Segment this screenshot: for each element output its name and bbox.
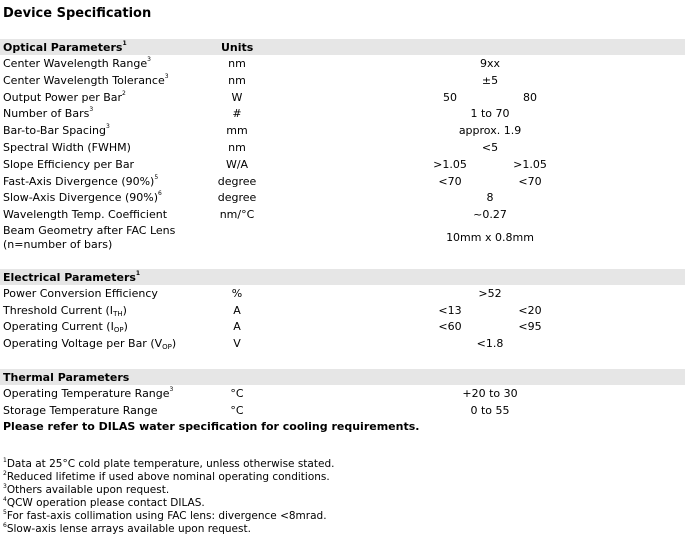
parameter-unit: °C (230, 404, 244, 417)
parameter-value: 8 (486, 191, 494, 205)
optical-row (0, 57, 685, 73)
parameter-unit: A (233, 303, 241, 317)
thermal-header-label: Thermal Parameters (3, 371, 130, 384)
optical-header-label: Optical Parameters$^1$ (3, 40, 127, 54)
electrical-row (0, 320, 685, 336)
footnote: $^2$Reduced lifetime if used above nominal operating conditions. (3, 470, 330, 483)
parameter-name: Center Wavelength Tolerance$^3$ (3, 72, 169, 87)
parameter-value: +20 to 30 (462, 387, 518, 400)
page-title: Device Specification (3, 6, 152, 21)
parameter-value: <1.8 (476, 336, 504, 350)
parameter-unit: V (233, 336, 241, 350)
optical-row (0, 175, 685, 191)
optical-row (0, 191, 685, 207)
parameter-value-1: 50 (443, 90, 457, 104)
parameter-unit: °C (230, 387, 244, 400)
parameter-value: >52 (478, 287, 502, 300)
parameter-unit: W (231, 90, 243, 104)
parameter-name: Number of Bars$^3$ (3, 106, 94, 121)
thermal-section-header (0, 369, 685, 385)
optical-section-header (0, 39, 685, 55)
parameter-name: Operating Current $(I_{OP})$ (3, 320, 128, 335)
footnote: $^4$QCW operation please contact DILAS. (3, 496, 205, 509)
optical-row (0, 107, 685, 123)
footnote: $^1$Data at 25°C cold plate temperature, unless otherwise stated. (3, 457, 335, 470)
parameter-value-1: >1.05 (433, 157, 467, 171)
optical-row (0, 74, 685, 90)
parameter-name: Operating Temperature Range$^3$ (3, 386, 174, 400)
footnote: $^6$Slow-axis lense arrays available upon request. (3, 522, 251, 535)
thermal-row (0, 387, 685, 403)
parameter-value-1: <13 (438, 303, 462, 317)
parameter-name: Power Conversion Efficiency (3, 287, 158, 300)
parameter-name: Spectral Width (FWHM) (3, 141, 131, 154)
parameter-name: Bar-to-Bar Spacing$^3$ (3, 123, 110, 138)
electrical-section-header (0, 269, 685, 285)
parameter-value-2: 80 (523, 90, 537, 104)
electrical-row (0, 287, 685, 303)
parameter-name: Output Power per Bar$^2$ (3, 89, 126, 104)
optical-row (0, 141, 685, 157)
electrical-row (0, 337, 685, 353)
parameter-value-1: <60 (438, 320, 462, 334)
parameter-value-2: <95 (518, 320, 542, 334)
parameter-value: approx. 1.9 (458, 124, 522, 138)
parameter-name: Storage Temperature Range (3, 404, 158, 417)
parameter-unit: # (232, 107, 242, 121)
parameter-unit: W/A (225, 157, 249, 171)
parameter-unit: degree (217, 174, 257, 188)
optical-row (0, 91, 685, 107)
parameter-name: Operating Voltage per Bar $(V_{OP})$ (3, 336, 177, 351)
cooling-note: Please refer to DILAS water specification for cooling requirements. (3, 420, 420, 433)
parameter-name: Threshold Current $(I_{TH})$ (3, 303, 127, 318)
beam-geometry-label: Beam Geometry after FAC Lens (3, 224, 176, 237)
parameter-value: ~0.27 (473, 208, 507, 222)
parameter-unit: nm (228, 73, 246, 87)
electrical-row (0, 304, 685, 320)
parameter-value-2: <70 (518, 174, 542, 188)
optical-row (0, 158, 685, 174)
footnote: $^3$Others available upon request. (3, 483, 170, 496)
optical-row (0, 124, 685, 140)
parameter-value: <5 (481, 141, 499, 154)
parameter-unit: nm (228, 141, 246, 154)
parameter-unit: degree (217, 191, 257, 205)
parameter-unit: nm (228, 57, 246, 70)
parameter-value: 9xx (479, 57, 501, 70)
units-column-header: Units (221, 41, 254, 54)
parameter-name: Center Wavelength Range$^3$ (3, 56, 151, 70)
parameter-unit: nm/°C (219, 208, 255, 222)
parameter-unit: mm (226, 124, 248, 138)
parameter-name: Wavelength Temp. Coefficient (3, 208, 168, 222)
parameter-name: Fast-Axis Divergence $(90\%)^5$ (3, 173, 159, 188)
optical-row (0, 208, 685, 224)
parameter-unit: % (231, 287, 243, 300)
parameter-value-2: >1.05 (513, 157, 547, 171)
footnote: $^5$For fast-axis collimation using FAC lens: divergence <8mrad. (3, 509, 327, 522)
parameter-value: ±5 (481, 73, 499, 87)
parameter-unit: A (233, 320, 241, 334)
parameter-value-1: <70 (438, 174, 462, 188)
parameter-value: 1 to 70 (470, 107, 510, 121)
parameter-value-2: <20 (518, 303, 542, 317)
parameter-name: Slope Efficiency per Bar (3, 157, 135, 171)
beam-geometry-note: (n=number of bars) (3, 238, 113, 251)
parameter-value: 0 to 55 (470, 404, 510, 417)
thermal-row (0, 404, 685, 420)
electrical-header-label: Electrical Parameters$^1$ (3, 270, 141, 284)
parameter-name: Slow-Axis Divergence $(90\%)^6$ (3, 190, 162, 205)
beam-geometry-value: 10mm x 0.8mm (446, 231, 534, 244)
